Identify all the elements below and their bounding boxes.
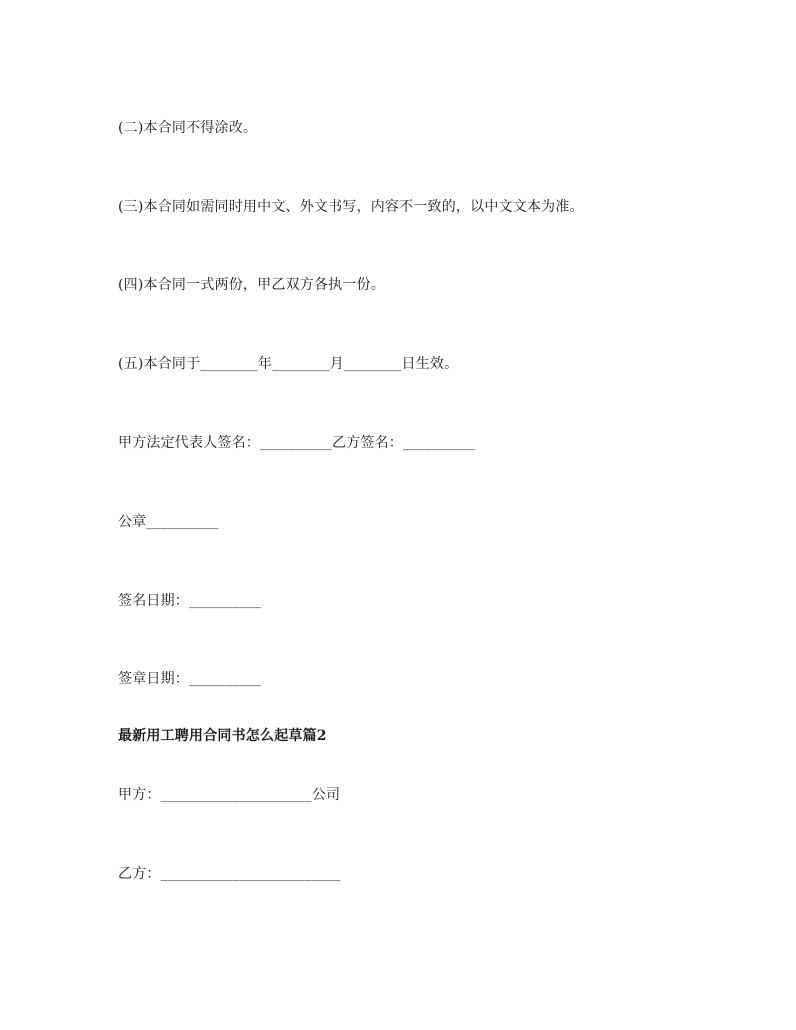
seal-date-line: 签章日期：__________ <box>118 671 261 687</box>
section-heading: 最新用工聘用合同书怎么起草篇2 <box>118 728 327 744</box>
sign-date-line: 签名日期：__________ <box>118 593 261 609</box>
clause-3: (三)本合同如需同时用中文、外文书写，内容不一致的，以中文文本为准。 <box>118 199 584 215</box>
company-seal-line: 公章__________ <box>118 514 219 530</box>
clause-2: (二)本合同不得涂改。 <box>118 120 258 136</box>
clause-4: (四)本合同一式两份，甲乙双方各执一份。 <box>118 277 385 293</box>
clause-5: (五)本合同于________年________月________日生效。 <box>118 356 459 372</box>
signature-line-representatives: 甲方法定代表人签名：__________乙方签名：__________ <box>118 435 475 451</box>
party-b-line: 乙方：_________________________ <box>118 866 341 882</box>
party-a-line: 甲方：_____________________公司 <box>118 787 341 803</box>
